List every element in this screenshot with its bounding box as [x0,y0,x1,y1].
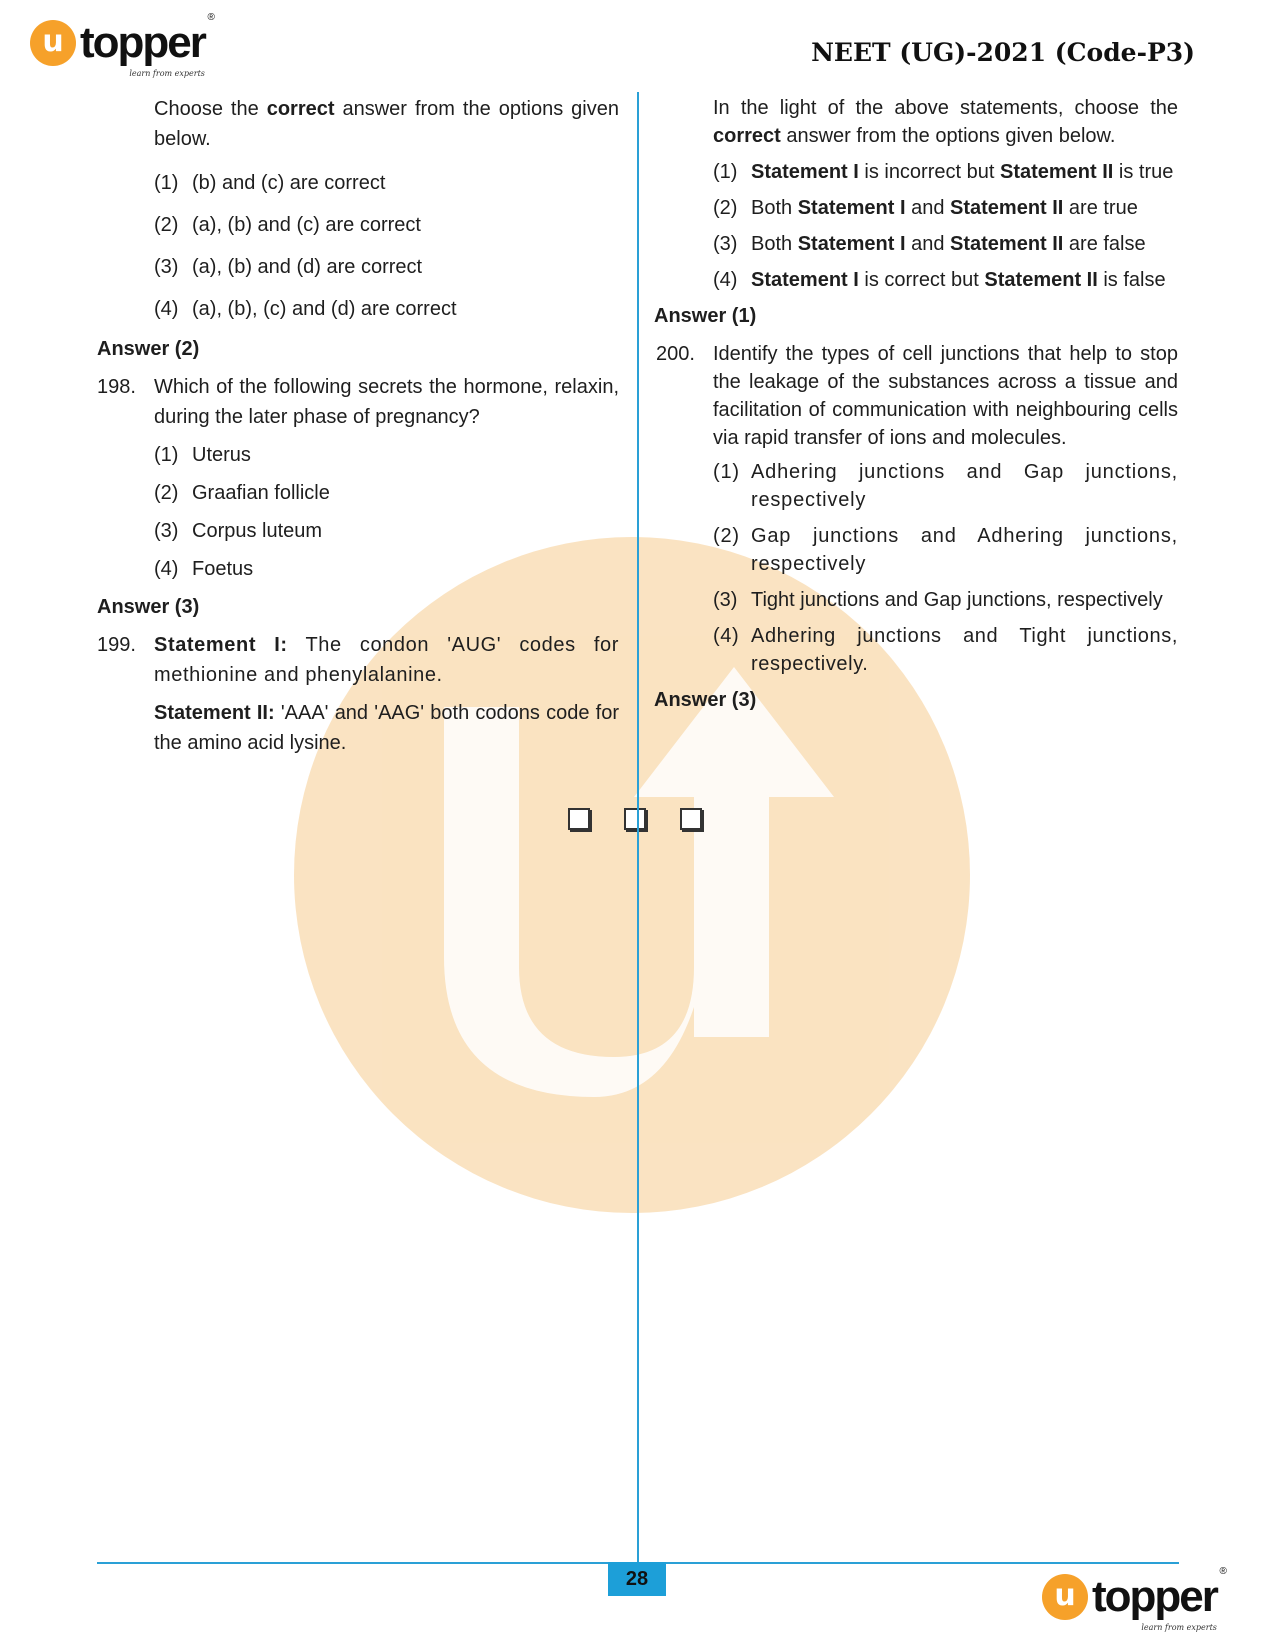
question-199 [97,630,619,758]
left-column [97,94,619,758]
option-bold: Statement I [797,197,906,219]
q200-options [713,458,1178,678]
question-body [154,630,619,758]
option-text: (a), (b) and (c) are correct [192,214,421,236]
option-plain: is correct but [858,269,985,291]
option-text: Adhering junctions and Tight junctions, respectively. [751,625,1178,675]
option-item [713,622,1178,678]
option-plain: is false [1097,269,1166,291]
page-number: 28 [608,1562,666,1596]
option-text: Adhering junctions and Gap junctions, respectively [751,461,1178,511]
question-198 [97,372,619,584]
option-bold: Statement II [984,269,1098,291]
instruction-bold: correct [266,98,335,120]
option-plain: Both [751,233,798,255]
q197-answer: Answer (2) [97,338,200,360]
statement-1-text: The condon 'AUG' codes for methionine and phenylalanine. [154,634,619,686]
question-number: 199. [97,634,136,656]
logo-wordmark [1092,1566,1227,1632]
option-bold: Statement II [950,233,1064,255]
question-200 [656,340,1178,678]
logo-wordmark [80,12,215,78]
option-item [713,158,1178,186]
option-item [154,168,619,198]
option-item [154,516,619,546]
option-text [751,230,1178,258]
option-number: (2) [154,214,179,236]
instruction-bold: correct [713,125,781,147]
statement-2-label: Statement II: [154,702,275,724]
option-number: (1) [154,444,179,466]
option-number: (3) [713,233,738,255]
option-text: Foetus [192,558,254,580]
question-body [154,372,619,584]
option-item [154,440,619,470]
square-mark-icon [568,808,590,830]
option-text: (a), (b), (c) and (d) are correct [192,298,457,320]
question-text: Identify the types of cell junctions that help to stop the leakage of the substances across a tissue and facilitation of communication with neighbouring cells via rapid transfer of ions and molecules. [713,343,1178,449]
option-item [713,522,1178,578]
option-text: (b) and (c) are correct [192,172,386,194]
option-bold: Statement II [950,197,1064,219]
option-plain: are true [1063,197,1138,219]
logo-text: topper [1092,1572,1217,1621]
option-plain: are false [1063,233,1146,255]
option-text: Gap junctions and Adhering junctions, respectively [751,525,1178,575]
statement-2-text: 'AAA' and 'AAG' both codons code for the amino acid lysine. [154,702,619,754]
topper-logo-footer[interactable] [1042,1566,1227,1632]
option-item [154,252,619,282]
option-plain: is true [1113,161,1174,183]
option-item [154,294,619,324]
option-text [751,266,1178,294]
option-bold: Statement I [751,269,859,291]
option-number: (1) [713,461,740,483]
logo-text: topper [80,18,205,67]
instruction-text: Choose the [154,98,267,120]
topper-logo[interactable] [30,12,215,78]
q198-answer: Answer (3) [97,596,200,618]
option-bold: Statement II [999,161,1114,183]
option-item [154,554,619,584]
right-column [656,94,1178,714]
logo-registered-mark: ® [1219,1566,1227,1577]
option-number: (3) [154,520,179,542]
option-plain: Both [751,197,798,219]
column-divider [637,92,639,1562]
option-item [713,194,1178,222]
q197-instruction [97,94,619,154]
option-number: (4) [713,269,738,291]
q199-options [656,158,1178,294]
option-plain: and [905,233,950,255]
option-text: Corpus luteum [192,520,323,542]
instruction-text: In the light of the above statements, choose the [713,97,1178,119]
option-number: (2) [154,482,179,504]
option-plain: and [905,197,950,219]
option-item [713,266,1178,294]
instruction-text: answer from the options given below. [154,98,619,150]
logo-tagline: learn from experts [129,69,205,78]
option-bold: Statement I [751,161,859,183]
end-marks [568,808,702,830]
option-number: (3) [154,256,179,278]
logo-badge-icon: u [30,20,76,66]
option-item [154,478,619,508]
q198-options [154,440,619,584]
q199-answer: Answer (1) [654,305,757,327]
option-number: (1) [154,172,179,194]
option-text: Tight junctions and Gap junctions, respectively [751,589,1163,611]
option-number: (3) [713,589,738,611]
statement-1 [154,630,619,690]
question-number: 198. [97,376,136,398]
statement-1-label: Statement I: [154,634,288,656]
question-number: 200. [656,343,695,365]
option-number: (4) [154,298,179,320]
option-number: (4) [713,625,740,647]
logo-tagline: learn from experts [1141,1623,1217,1632]
q199-instruction [656,94,1178,150]
page-title: NEET (UG)-2021 (Code-P3) [811,38,1195,67]
option-item [713,458,1178,514]
option-number: (2) [713,197,738,219]
option-bold: Statement I [797,233,906,255]
logo-badge-icon: u [1042,1574,1088,1620]
option-item [713,586,1178,614]
square-mark-icon [680,808,702,830]
q197-options [97,168,619,324]
statement-2 [154,698,619,758]
option-plain: is incorrect but [858,161,1000,183]
option-number: (4) [154,558,179,580]
question-body [713,340,1178,678]
option-text: (a), (b) and (d) are correct [192,256,423,278]
question-text: Which of the following secrets the hormone, relaxin, during the later phase of pregnancy? [154,376,619,428]
option-text: Uterus [192,444,251,466]
logo-registered-mark: ® [207,12,215,23]
option-item [713,230,1178,258]
option-number: (2) [713,525,740,547]
q200-answer: Answer (3) [654,689,757,711]
instruction-text: answer from the options given below. [780,125,1116,147]
option-number: (1) [713,161,738,183]
option-item [154,210,619,240]
option-text [751,158,1178,186]
square-mark-icon [624,808,646,830]
option-text: Graafian follicle [192,482,330,504]
option-text [751,194,1178,222]
